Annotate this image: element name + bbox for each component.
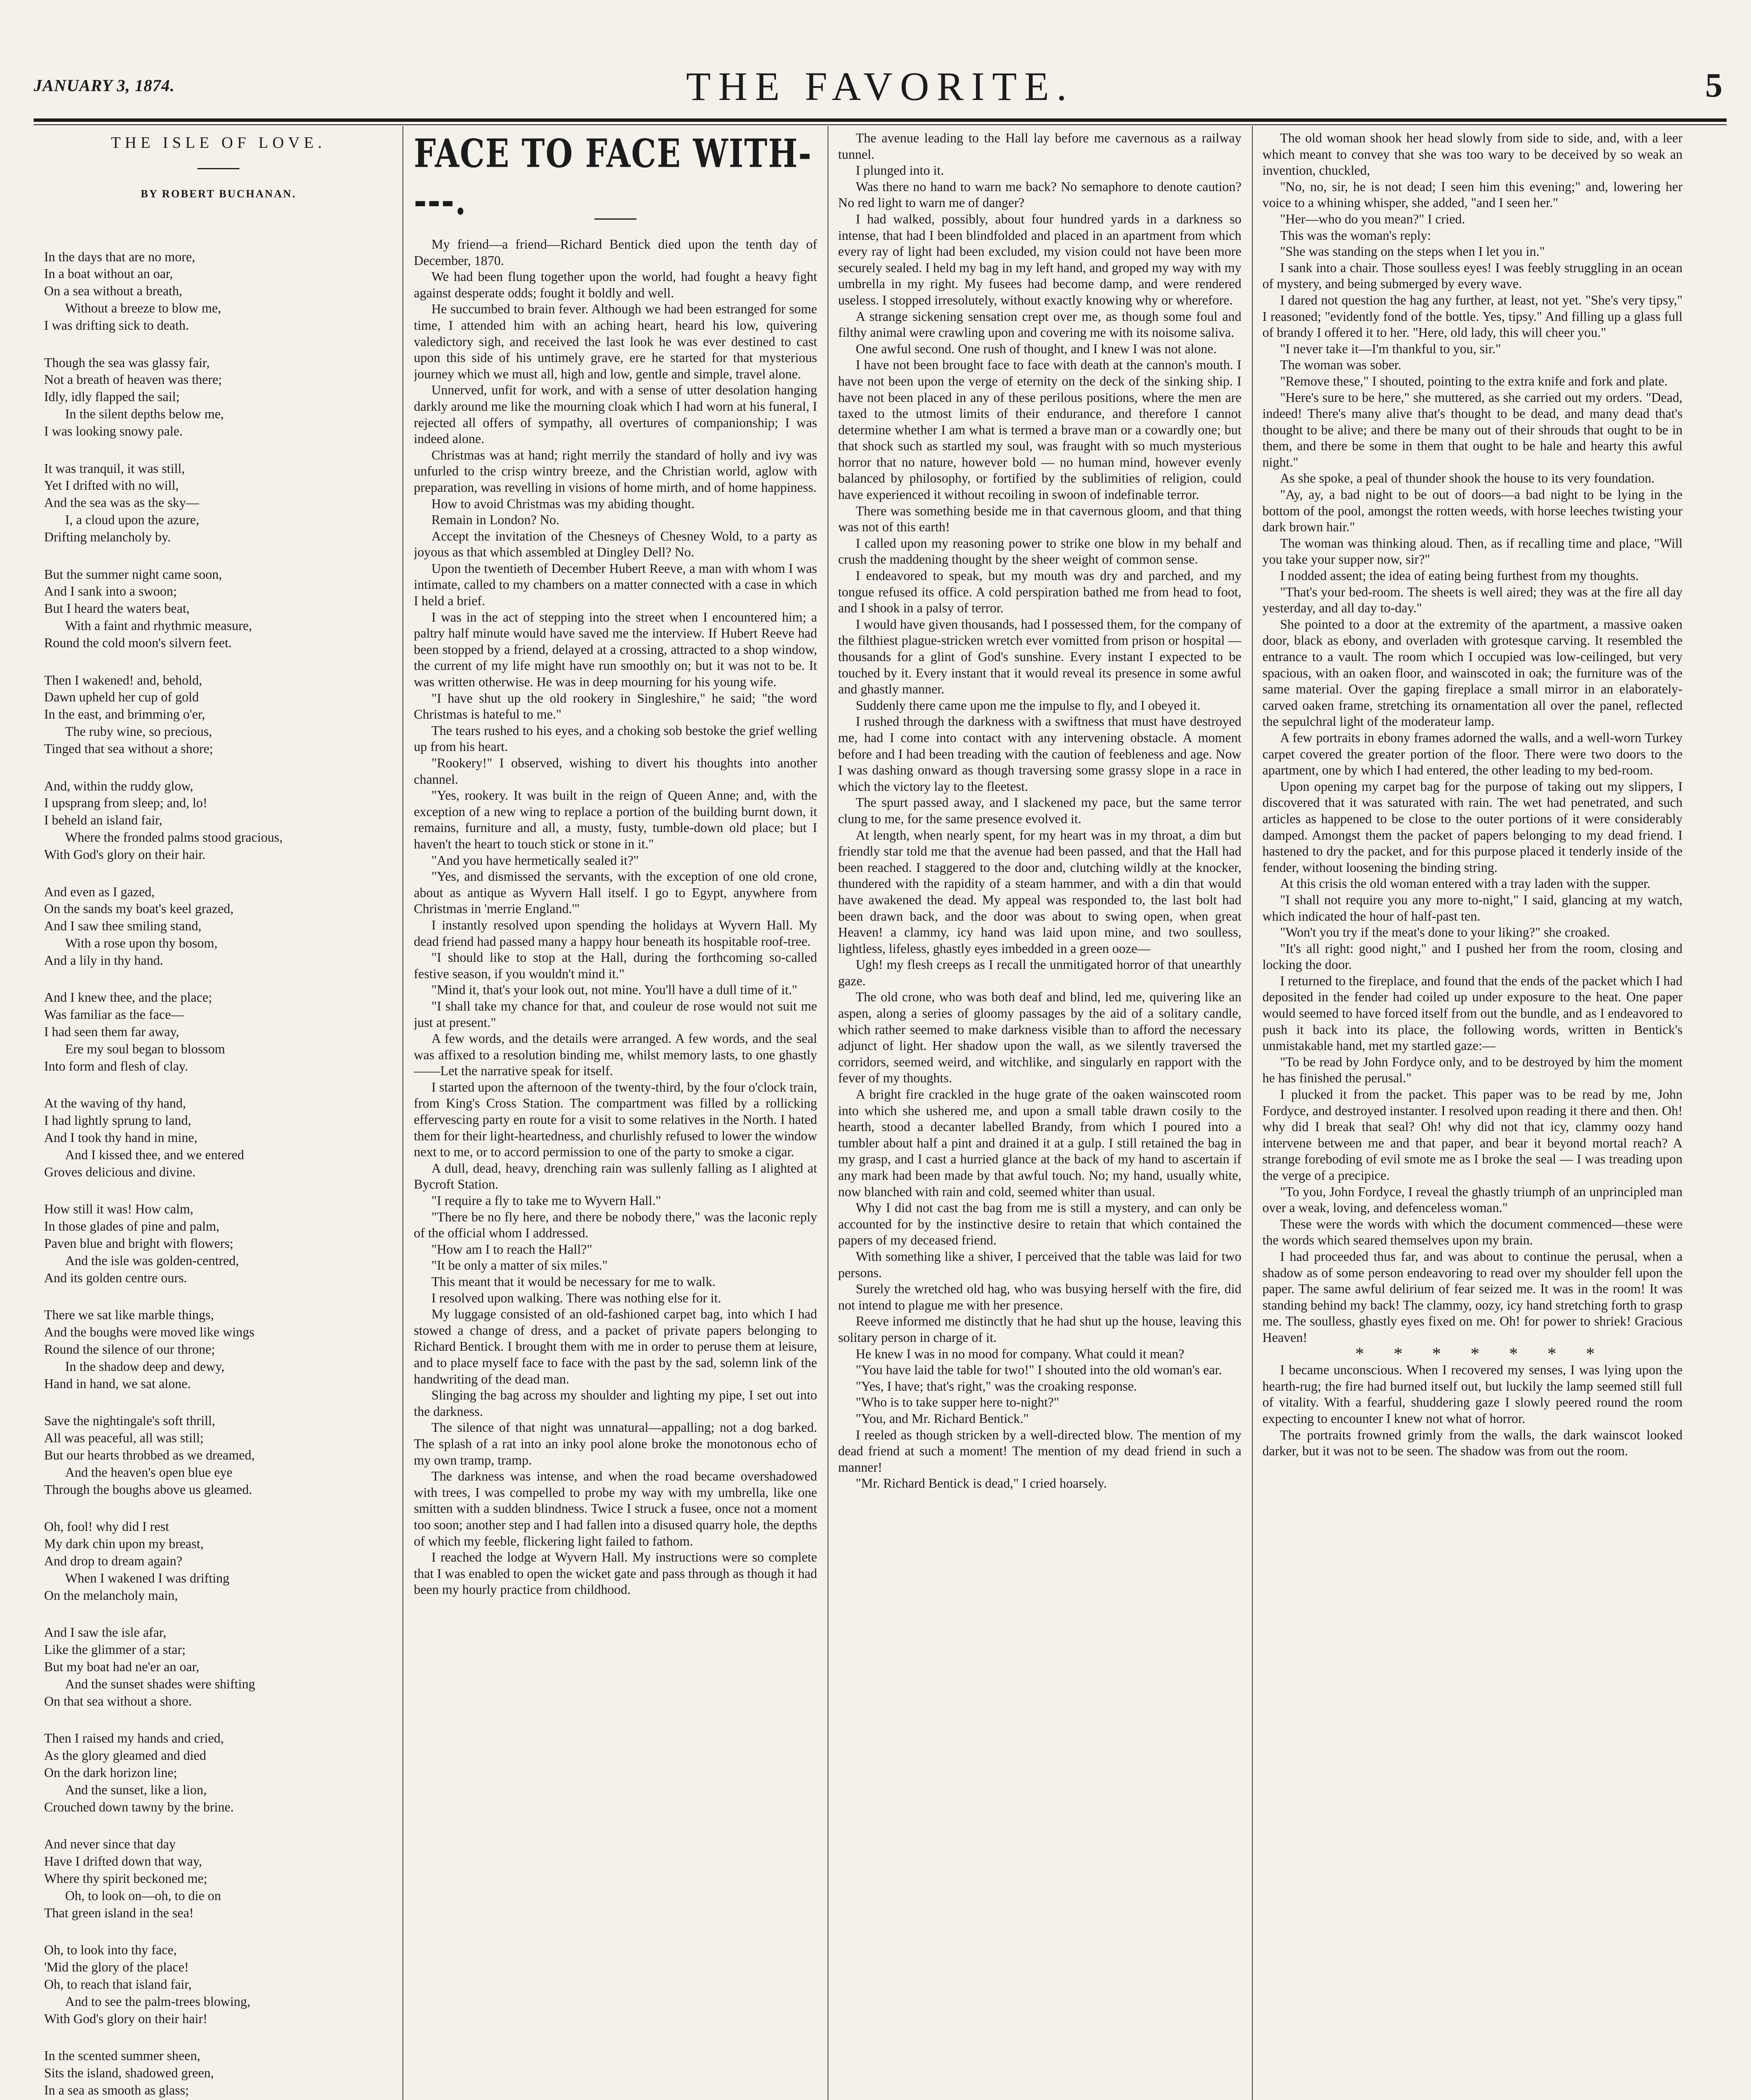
poem-stanza [44,1942,393,2027]
page-number: 5 [1705,66,1722,104]
paragraph: I had walked, possibly, about four hundred yards in a darkness so intense, that had I been blindfolded and placed in an apartment from which every ray of light had been excluded, my vision could not have been more securely sealed. I held my bag in my left hand, and groped my way with my umbrella in my right. My fusees had become damp, and were rendered useless. I stopped irresolutely, without exactly knowing why or wherefore. [838,211,1241,307]
paragraph: The tears rushed to his eyes, and a choking sob bestoke the grief welling up from his heart. [414,723,817,754]
paragraph: "Yes, rookery. It was built in the reign of Queen Anne; and, with the exception of a new wing to replace a portion of the building burnt down, it remains, furniture and all, a musty, fusty, tumble-down old place; but I haven't the heart to touch stick or stone in it." [414,788,817,851]
poem-stanza [44,1836,393,1922]
poem-line: And the sunset shades were shifting [65,1676,255,1691]
paragraph: The woman was thinking aloud. Then, as if recalling time and place, "Will you take your supper now, sir?" [1262,536,1683,567]
paragraph: "That's your bed-room. The sheets is well aired; they was at the fire all day yesterday, and all day to-day." [1262,584,1683,616]
poem-line: In a boat without an oar, [44,266,173,281]
paragraph: I instantly resolved upon spending the holidays at Wyvern Hall. My dead friend had passed many a happy hour beneath its hospitable roof-tree. [414,917,817,949]
paragraph: Slinging the bag across my shoulder and lighting my pipe, I set out into the darkness. [414,1388,817,1419]
masthead-rule [34,118,1727,122]
poem-line: And the isle was golden-centred, [65,1253,239,1268]
paragraph: We had been flung together upon the world, had fought a heavy fight against desperate odds; fought it boldly and well. [414,269,817,300]
poem-line: And its golden centre ours. [44,1270,187,1285]
poem-line: Oh, to look into thy face, [44,1942,177,1958]
paragraph: Was there no hand to warn me back? No semaphore to denote caution? No red light to warn me of danger? [838,179,1241,210]
paragraph: "I have shut up the old rookery in Singleshire," he said; "the word Christmas is hateful to me." [414,690,817,722]
paragraph: The portraits frowned grimly from the walls, the dark wainscot looked darker, but it was not to be seen. The shadow was from out the room. [1262,1427,1683,1459]
paragraph: "Mr. Richard Bentick is dead," I cried hoarsely. [856,1476,1107,1491]
poem-line: On the dark horizon line; [44,1765,177,1780]
poem-stanza [44,1307,393,1392]
poem-stanza [44,884,393,969]
paragraph: There was something beside me in that cavernous gloom, and that thing was not of this earth! [838,503,1241,535]
poem-byline: BY ROBERT BUCHANAN. [140,188,297,200]
paragraph: "Mind it, that's your look out, not mine. You'll have a dull time of it." [431,982,797,998]
paragraph: I was in the act of stepping into the street when I encountered him; a paltry half minute would have saved me the interview. If Hubert Reeve had been stopped by a friend, delayed at a crossing, attracted to a shop window, the current of my life might have run smoothly on; but it was not to be. It was written otherwise. He was in deep mourning for his young wife. [414,609,817,690]
poem-line: Yet I drifted with no will, [44,478,179,493]
paragraph: "Ay, ay, a bad night to be out of doors—a bad night to be lying in the bottom of the pool, amongst the rotten weeds, with horse leeches twisting your dark brown hair." [1262,487,1683,535]
poem-line: With a faint and rhythmic measure, [65,618,252,633]
poem-stanza [44,1201,393,1286]
poem-stanza [44,2048,393,2100]
paragraph: I dared not question the hag any further, at least, not yet. "She's very tipsy," I reasoned; "evidently fond of the bottle. Yes, tipsy." And filling up a glass full of brandy I offered it to her. "Here, old lady, this will cheer you." [1262,292,1683,340]
poem-line: And I saw thee smiling stand, [44,919,202,934]
poem-line: My dark chin upon my breast, [44,1536,204,1551]
paragraph: "I shall not require you any more to-night," I said, glancing at my watch, which indicated the hour of half-past ten. [1262,892,1683,924]
paragraph: "I require a fly to take me to Wyvern Hall." [431,1193,661,1208]
poem-line: Not a breath of heaven was there; [44,372,222,387]
poem-column [44,130,393,2100]
poem-stanza [44,566,393,652]
paragraph: Reeve informed me distinctly that he had shut up the house, leaving this solitary person in charge of it. [838,1314,1241,1345]
paragraph: These were the words with which the document commenced—these were the words which seared themselves upon my brain. [1262,1216,1683,1248]
column-divider [402,126,403,2100]
poem-stanza [44,1412,393,1498]
poem-line: I, a cloud upon the azure, [65,512,200,527]
paragraph: A few portraits in ebony frames adorned the walls, and a well-worn Turkey carpet covered the greater portion of the floor. There were two doors to the apartment, one by which I had entered, the other leading to my bed-room. [1262,730,1683,778]
story-column-1 [414,130,817,2100]
paragraph: I reached the lodge at Wyvern Hall. My instructions were so complete that I was enabled to open the wicket gate and pass through as though it had been my hourly practice from childhood. [414,1550,817,1597]
poem-line: Hand in hand, we sat alone. [44,1376,191,1391]
paragraph: Unnerved, unfit for work, and with a sense of utter desolation hanging darkly around me like the mourning cloak which I had worn at his funeral, I rejected all offers of sympathy, all overtures of companionship; I was indeed alone. [414,383,817,446]
poem-stanza [44,1730,393,1816]
paragraph: "And you have hermetically sealed it?" [431,853,639,868]
paragraph: At length, when nearly spent, for my heart was in my throat, a dim but friendly star told me that the avenue had been passed, and that the Hall had been reached. I staggered to the door and, clutching wildly at the knocker, thundered with the rapidity of a steam hammer, and with a din that would have awakened the dead. My appeal was responded to, the last bolt had been drawn back, and the door was about to swing open, when great Heaven! a clammy, icy hand was laid upon mine, and two soulless, lightless, lifeless, ghastly eyes imbedded in a green ooze— [838,827,1241,956]
poem-stanza [44,778,393,864]
poem-title: THE ISLE OF LOVE. [111,134,326,152]
title-rule [197,168,239,169]
poem-line: And I sank into a swoon; [44,584,177,599]
paragraph: "Her—who do you mean?" I cried. [1280,211,1465,226]
poem-line: And the sunset, like a lion, [65,1782,207,1797]
poem-line: And the heaven's open blue eye [65,1465,233,1480]
paragraph: I returned to the fireplace, and found that the ends of the packet which I had deposited in the fender had coiled up under exposure to the heat. One paper would seemed to have forced itself from out the bundle, and as I endeavored to push it back into its place, the following words, written in Bentick's unmistakable hand, met my startled gaze:— [1262,973,1683,1053]
poem-line: Into form and flesh of clay. [44,1058,188,1074]
poem-line: Idly, idly flapped the sail; [44,389,180,404]
poem-body [44,249,393,2100]
poem-stanza [44,1624,393,1710]
paragraph: "Yes, I have; that's right," was the croaking response. [856,1378,1137,1394]
paragraph: I nodded assent; the idea of eating being furthest from my thoughts. [1280,568,1639,583]
poem-line: On that sea without a shore. [44,1693,192,1709]
issue-date: JANUARY 3, 1874. [34,76,175,95]
poem-line: How still it was! How calm, [44,1202,194,1217]
paragraph: I had proceeded thus far, and was about to continue the perusal, when a shadow as of some person endeavoring to read over my shoulder fell upon the paper. The same awful delirium of fear seized me. It was in the room! It was standing behind my back! The clammy, oozy, icy hand stretching forth to grasp me. The soulless, ghastly eyes fixed on me. Oh! for power to shriek! Gracious Heaven! [1262,1249,1683,1345]
paragraph: The old crone, who was both deaf and blind, led me, quivering like an aspen, along a series of gloomy passages by the aid of a solitary candle, which rather seemed to make darkness visible than to afford the necessary adjunct of light. Her shadow upon the wall, as we silently traversed the corridors, seemed weird, and witchlike, and singularly en rapport with the fever of my thoughts. [838,990,1241,1086]
paragraph: The silence of that night was unnatural—appalling; not a dog barked. The splash of a rat into an inky pool alone broke the monotonous echo of my own tramp, tramp. [414,1420,817,1467]
poem-line: Oh, to look on—oh, to die on [65,1888,221,1903]
paragraph: He succumbed to brain fever. Although we had been estranged for some time, I attended him with an aching heart, heard his low, quivering valedictory sigh, and received the last look he was ever destined to cast upon this side of his untimely grave, ere he started for that mysterious journey which we must all, high and low, gentle and simple, travel alone. [414,302,817,381]
poem-line: That green island in the sea! [44,1905,194,1920]
paragraph: "To you, John Fordyce, I reveal the ghastly triumph of an unprincipled man over a weak, loving, and defenceless woman." [1262,1184,1683,1215]
poem-line: I was looking snowy pale. [44,423,183,438]
column-divider [1252,126,1253,2100]
poem-line: Then I raised my hands and cried, [44,1731,224,1746]
masthead [34,63,1727,118]
paragraph: Suddenly there came upon me the impulse to fly, and I obeyed it. [856,698,1201,713]
poem-line: It was tranquil, it was still, [44,461,185,476]
paragraph: The avenue leading to the Hall lay before me cavernous as a railway tunnel. [838,131,1241,162]
paragraph: Upon opening my carpet bag for the purpose of taking out my slippers, I discovered that it was saturated with rain. The wet had penetrated, and such articles as happened to be close to the outer portions of it were considerably damped. Amongst them the packet of papers belonging to my dead friend. I hastened to dry the packet, and for this purpose placed it tenderly inside of the fender, without loosening the binding string. [1262,779,1683,875]
paragraph: "Here's sure to be here," she muttered, as she carried out my orders. "Dead, indeed! There's many alive that's thought to be dead, and many dead that's thought to be alive; and there be many out of their shrouds that ought to be in them, and there be some in them that ought to be hale and hearty this awful night." [1262,390,1683,470]
paragraph: One awful second. One rush of thought, and I knew I was not alone. [856,341,1217,356]
poem-line: As the glory gleamed and died [44,1748,206,1763]
paragraph: He knew I was in no mood for company. What could it mean? [856,1346,1185,1361]
poem-line: Paven blue and bright with flowers; [44,1236,234,1251]
paragraph: Ugh! my flesh creeps as I recall the unmitigated horror of that unearthly gaze. [838,957,1241,988]
paragraph: Accept the invitation of the Chesneys of Chesney Wold, to a party as joyous as that which assembled at Dingley Dell? No. [414,528,817,560]
paragraph: I plucked it from the packet. This paper was to be read by me, John Fordyce, and destroyed instanter. I resolved upon reading it there and then. Oh! why did I break that seal? Oh! why did not that icy, clammy oozy hand intervene between me and that paper, and bear it beyond mortal reach? A strange foreboding of evil smote me as I broke the seal — I was treading upon the verge of a precipice. [1262,1087,1683,1183]
poem-line: On a sea without a breath, [44,284,182,299]
paragraph: I have not been brought face to face with death at the cannon's mouth. I have not been upon the verge of eternity on the deck of the sinking ship. I have not been placed in any of these perilous positions, where the men are taxed to the utmost limits of their endurance, and therefore I cannot determine whether I am what is termed a brave man or a cowardly one; but that shock such as startled my soul, was fraught with so much mysterious horror that no nature, however bold — no human mind, however evenly balanced by philosophy, or fortified by the sublimities of religion, could have experienced it without recoiling in swoon of indefinable terror. [838,357,1241,502]
paragraph: This meant that it would be necessary for me to walk. [431,1274,716,1289]
paragraph: "Won't you try if the meat's done to your liking?" she croaked. [1280,925,1610,940]
paragraph: "You, and Mr. Richard Bentick." [856,1411,1029,1426]
poem-line: When I wakened I was drifting [65,1570,229,1586]
paragraph: "I shall take my chance for that, and couleur de rose would not suit me just at present." [414,998,817,1030]
story-text [838,130,1241,1492]
poem-line: Round the cold moon's silvern feet. [44,635,232,650]
paragraph: I rushed through the darkness with a swiftness that must have destroyed me, had I come into contact with any intervening obstacle. A moment before and I had been treading with the caution of feebleness and age. Now I was dashing onward as though traversing some grassy slope in a race in which the victory lay to the fleetest. [838,714,1241,794]
paragraph: Christmas was at hand; right merrily the standard of holly and ivy was unfurled to the crisp wintry breeze, and the Christian world, aglow with preparation, was revelling in visions of home mirth, and of home happiness. [414,447,817,495]
paragraph: "To be read by John Fordyce only, and to be destroyed by him the moment he has finished the perusal." [1262,1054,1683,1086]
poem-line: Ere my soul began to blossom [65,1041,225,1056]
poem-line: All was peaceful, all was still; [44,1431,204,1446]
paragraph: With something like a shiver, I perceived that the table was laid for two persons. [838,1249,1241,1280]
poem-line: In the shadow deep and dewy, [65,1359,225,1374]
story-title: FACE TO FACE WITH----. [414,131,812,224]
paragraph: A few words, and the details were arranged. A few words, and the seal was affixed to a resolution binding me, whilst memory lasts, to one ghastly ——Let the narrative speak for itself. [414,1031,817,1079]
paragraph: "I never take it—I'm thankful to you, sir." [1280,341,1501,356]
paragraph: As she spoke, a peal of thunder shook the house to its very foundation. [1280,471,1655,486]
poem-line: With God's glory on their hair! [44,2011,208,2026]
paragraph: I became unconscious. When I recovered my senses, I was lying upon the hearth-rug; the fire had burned itself out, but luckily the lamp seemed still full of vitality. With a fearful, shuddering gaze I slowly peered round the room expecting to encounter I knew not what of horror. [1262,1362,1683,1426]
poem-line: And drop to dream again? [44,1554,182,1568]
poem-line: And, within the ruddy glow, [44,778,193,793]
poem-line: I had seen them far away, [44,1024,179,1040]
masthead-rule-thin [34,124,1727,125]
poem-stanza [44,1518,393,1604]
poem-line: I was drifting sick to death. [44,318,189,333]
poem-line: I had lightly sprung to land, [44,1113,191,1128]
paragraph: "Who is to take supper here to-night?" [856,1395,1060,1410]
paragraph: "Remove these," I shouted, pointing to the extra knife and fork and plate. [1280,373,1668,388]
story-text [1262,130,1683,1460]
paragraph: My luggage consisted of an old-fashioned carpet bag, into which I had stowed a change of dress, and a packet of private papers belonging to Richard Bentick. I brought them with me in order to peruse them at leisure, and to place myself face to face with the past by the sad, solemn link of the handwriting of the dead man. [414,1307,817,1386]
poem-line: In the east, and brimming o'er, [44,707,205,722]
paragraph: Upon the twentieth of December Hubert Reeve, a man with whom I was intimate, called to my chambers on a matter connected with a case in which I held a brief. [414,561,817,609]
poem-line: And to see the palm-trees blowing, [65,1994,250,2009]
paragraph: I reeled as though stricken by a well-directed blow. The mention of my dead friend at such a moment! The mention of my dead friend in such a manner! [838,1427,1241,1475]
poem-line: Where thy spirit beckoned me; [44,1871,208,1886]
paragraph: She pointed to a door at the extremity of the apartment, a massive oaken door, black as ebony, and overladen with grotesque carving. It resembled the entrance to a vault. The room which I occupied was low-ceilinged, but very spacious, with an oaken floor, and wainscoted in oak; the furniture was of the same material. Over the gaping fireplace a small mirror in an elaborately-carved oaken frame, stretching its ornamentation all over the panel, reflected the sepulchral light of the moderateur lamp. [1262,617,1683,729]
paragraph: "Rookery!" I observed, wishing to divert his thoughts into another channel. [414,756,817,787]
poem-line: On the melancholy main, [44,1588,178,1603]
paragraph: I plunged into it. [856,163,944,178]
newspaper-title: THE FAVORITE. [686,64,1074,109]
poem-stanza [44,989,393,1075]
paragraph: The spurt passed away, and I slackened my pace, but the same terror clung to me, for the same presence evolved it. [838,795,1241,826]
paragraph: How to avoid Christmas was my abiding thought. [431,496,695,511]
poem-line: And I saw the isle afar, [44,1625,166,1640]
poem-line: The ruby wine, so precious, [65,724,212,739]
paragraph: "It be only a matter of six miles." [431,1258,608,1273]
poem-line: There we sat like marble things, [44,1307,214,1323]
poem-line: Without a breeze to blow me, [65,300,221,315]
poem-line: Oh, fool! why did I rest [44,1519,169,1534]
paragraph: Surely the wretched old hag, who was busying herself with the fire, did not intend to plague me with her presence. [838,1281,1241,1312]
poem-line: With a rose upon thy bosom, [65,935,218,950]
paragraph: The old woman shook her head slowly from side to side, and, with a leer which meant to convey that she was too wary to be deceived by so weak an invention, chuckled, [1262,131,1683,178]
poem-line: In the scented summer sheen, [44,2048,200,2063]
poem-stanza [44,249,393,334]
paragraph: "I should like to stop at the Hall, during the forthcoming so-called festive season, if you wouldn't mind it." [414,950,817,981]
paragraph: "There be no fly here, and there be nobody there," was the laconic reply of the official whom I addressed. [414,1209,817,1241]
poem-line: But the summer night came soon, [44,567,222,582]
poem-line: In a sea as smooth as glass; [44,2082,189,2097]
poem-line: But my boat had ne'er an oar, [44,1659,200,1674]
poem-line: On the sands my boat's keel grazed, [44,901,234,916]
paragraph: The darkness was intense, and when the road became overshadowed with trees, I was compelled to probe my way with my umbrella, like one smitten with a sudden blindness. Twice I struck a fusee, once not a moment too soon; another step and I had fallen into a disused quarry hole, the depths of which my feeble, flickering light failed to fathom. [414,1469,817,1549]
paragraph: A bright fire crackled in the huge grate of the oaken wainscoted room into which she ushered me, and upon a small table drawn cosily to the hearth, stood a decanter labelled Brandy, from which I poured into a tumbler about half a pint and drained it at a gulp. I still retained the bag in my grasp, and I cast a hurried glance at the back of my hand to ascertain if any mark had been made by that awful touch. No; my hand, usually white, now blanched with rain and cold, seemed whiter than usual. [838,1087,1241,1199]
paragraph: "It's all right: good night," and I pushed her from the room, closing and locking the door. [1262,941,1683,972]
story-text [414,236,817,1598]
paragraph: "She was standing on the steps when I let you in." [1280,244,1545,259]
poem-line: Drifting melancholy by. [44,529,171,544]
poem-line: Though the sea was glassy fair, [44,355,210,370]
poem-line: But our hearts throbbed as we dreamed, [44,1448,255,1463]
poem-line: Sits the island, shadowed green, [44,2066,214,2081]
poem-line: Have I drifted down that way, [44,1854,202,1869]
paragraph: I would have given thousands, had I possessed them, for the company of the filthiest plague-stricken wretch ever vomitted from prison or hospital — thousands for a glint of God's sunshine. Every instant I expected to be touched by it. Every instant that it would reveal its presence in some awful and ghastly manner. [838,617,1241,697]
paragraph: I sank into a chair. Those soulless eyes! I was feebly struggling in an ocean of mystery, and being submerged by every wave. [1262,260,1683,291]
paragraph: "No, no, sir, he is not dead; I seen him this evening;" and, lowering her voice to a whining whisper, she added, "and I seen her." [1262,179,1683,210]
paragraph: I called upon my reasoning power to strike one blow in my behalf and crush the maddening thought by the sheer weight of common sense. [838,536,1241,567]
paragraph: My friend—a friend—Richard Bentick died upon the tenth day of December, 1870. [414,237,817,268]
poem-line: And even as I gazed, [44,884,155,899]
paragraph: A strange sickening sensation crept over me, as though some foul and filthy animal were crawling upon and covering me with its noisome saliva. [838,309,1241,340]
poem-line: And the sea was as the sky— [44,495,200,510]
paragraph: "You have laid the table for two!" I shouted into the old woman's ear. [856,1362,1222,1378]
poem-line: Crouched down tawny by the brine. [44,1799,234,1814]
poem-line: I upsprang from sleep; and, lo! [44,795,208,811]
poem-line: And I kissed thee, and we entered [65,1147,244,1162]
poem-line: Was familiar as the face— [44,1007,184,1022]
paragraph: At this crisis the old woman entered with a tray laden with the supper. [1280,876,1651,891]
poem-line: And a lily in thy hand. [44,953,163,968]
poem-line: Like the glimmer of a star; [44,1642,186,1657]
poem-line: Round the silence of our throne; [44,1342,215,1357]
poem-line: And I knew thee, and the place; [44,990,212,1005]
poem-line: And never since that day [44,1837,176,1852]
paragraph: Remain in London? No. [431,512,560,528]
poem-line: Groves delicious and divine. [44,1164,196,1179]
section-break: * * * * * * * [1355,1344,1607,1364]
paragraph: This was the woman's reply: [1280,228,1431,243]
poem-line: Then I wakened! and, behold, [44,672,202,688]
poem-line: And I took thy hand in mine, [44,1130,197,1145]
poem-line: Oh, to reach that island fair, [44,1977,192,1992]
paragraph: "Yes, and dismissed the servants, with the exception of one old crone, about as antique as Wyvern Hall itself. I go to Egypt, anywhere from Christmas in 'merrie England.'" [414,869,817,916]
poem-line: Dawn upheld her cup of gold [44,690,199,705]
poem-line: Where the fronded palms stood gracious, [65,830,283,845]
paragraph: I endeavored to speak, but my mouth was dry and parched, and my tongue refused its office. A cold perspiration bathed me from head to foot, and I shook in a palsy of terror. [838,568,1241,616]
paragraph: "How am I to reach the Hall?" [431,1242,592,1257]
poem-stanza [44,1095,393,1181]
paragraph: I resolved upon walking. There was nothing else for it. [431,1290,721,1305]
poem-stanza [44,460,393,546]
poem-line: Tinged that sea without a shore; [44,741,213,756]
poem-line: I beheld an island fair, [44,813,163,828]
poem-line: And the boughs were moved like wings [44,1325,255,1340]
poem-line: In the days that are no more, [44,249,195,264]
poem-line: Through the boughs above us gleamed. [44,1482,252,1497]
paragraph: Why I did not cast the bag from me is still a mystery, and can only be accounted for by the instinctive desire to retain that which contained the papers of my deceased friend. [838,1200,1241,1248]
poem-line: But I heard the waters beat, [44,601,190,616]
paragraph: I started upon the afternoon of the twenty-third, by the four o'clock train, from King's Cross Station. The compartment was filled by a rollicking effervescing party en route for a visit to some relatives in the North. I hated them for their light-heartedness, and churlishly refused to lower the window next to me, or to accord permission to one of the party to smoke a cigar. [414,1079,817,1160]
paragraph: The woman was sober. [1280,357,1401,373]
story-column-2 [838,130,1241,2100]
poem-line: At the waving of thy hand, [44,1096,186,1111]
story-column-3 [1262,130,1683,2100]
poem-line: Save the nightingale's soft thrill, [44,1413,216,1428]
poem-line: 'Mid the glory of the place! [44,1960,189,1975]
poem-line: In those glades of pine and palm, [44,1219,220,1234]
poem-stanza [44,672,393,758]
poem-stanza [44,354,393,440]
poem-line: In the silent depths below me, [65,406,224,421]
paragraph: A dull, dead, heavy, drenching rain was sullenly falling as I alighted at Bycroft Station. [414,1160,817,1192]
poem-line: With God's glory on their hair. [44,847,206,862]
